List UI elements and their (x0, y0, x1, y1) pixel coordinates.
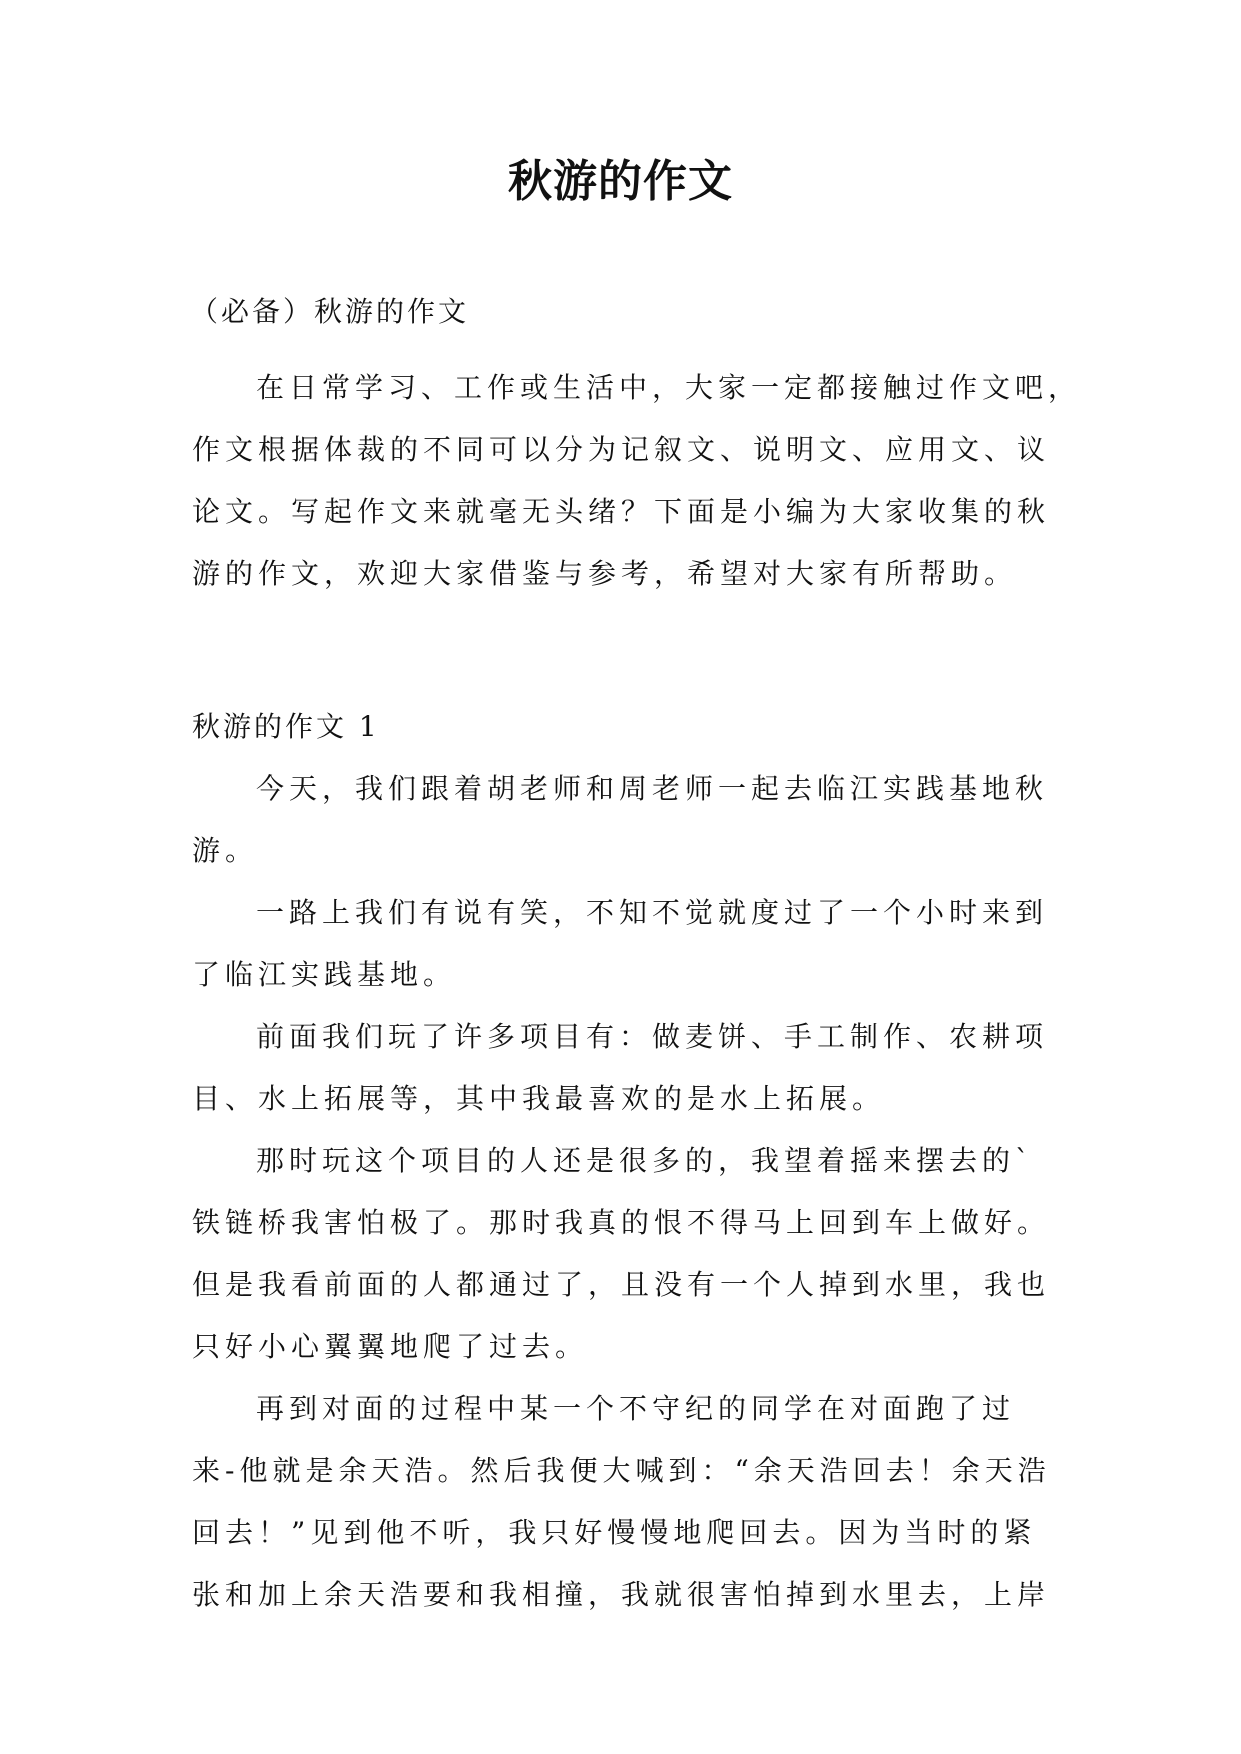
text-line: 游的作文，欢迎大家借鉴与参考，希望对大家有所帮助。 (192, 557, 1018, 590)
text-line: 作文根据体裁的不同可以分为记叙文、说明文、应用文、议 (192, 433, 1051, 466)
text-line: 今天，我们跟着胡老师和周老师一起去临江实践基地秋 (256, 772, 1049, 805)
text-line: 但是我看前面的人都通过了，且没有一个人掉到水里，我也 (192, 1268, 1051, 1301)
text-line: 一路上我们有说有笑，不知不觉就度过了一个小时来到 (256, 896, 1049, 929)
text-line: 在日常学习、工作或生活中，大家一定都接触过作文吧， (256, 371, 1082, 404)
text-line: 了临江实践基地。 (192, 958, 457, 991)
text-line: 铁链桥我害怕极了。那时我真的恨不得马上回到车上做好。 (192, 1206, 1051, 1239)
text-line: 前面我们玩了许多项目有：做麦饼、手工制作、农耕项 (256, 1020, 1049, 1053)
document-title: 秋游的作文 (508, 156, 733, 207)
text-line: 论文。写起作文来就毫无头绪？下面是小编为大家收集的秋 (192, 495, 1051, 528)
text-line: 游。 (192, 834, 259, 867)
section-heading: 秋游的作文 1 (192, 710, 380, 743)
intro-paragraph (192, 357, 1082, 605)
text-line: 回去！”见到他不听，我只好慢慢地爬回去。因为当时的紧 (192, 1516, 1037, 1549)
text-line: 张和加上余天浩要和我相撞，我就很害怕掉到水里去，上岸 (192, 1578, 1051, 1611)
text-line: 再到对面的过程中某一个不守纪的同学在对面跑了过 (256, 1392, 1016, 1425)
text-line: 只好小心翼翼地爬了过去。 (192, 1330, 589, 1363)
text-line: 目、水上拓展等，其中我最喜欢的是水上拓展。 (192, 1082, 886, 1115)
text-line: 那时玩这个项目的人还是很多的，我望着摇来摆去的` (256, 1144, 1035, 1177)
text-line: 来-他就是余天浩。然后我便大喊到：“余天浩回去！余天浩 (192, 1454, 1051, 1487)
document-subtitle: （必备）秋游的作文 (190, 295, 470, 328)
section-1 (192, 696, 1052, 1626)
